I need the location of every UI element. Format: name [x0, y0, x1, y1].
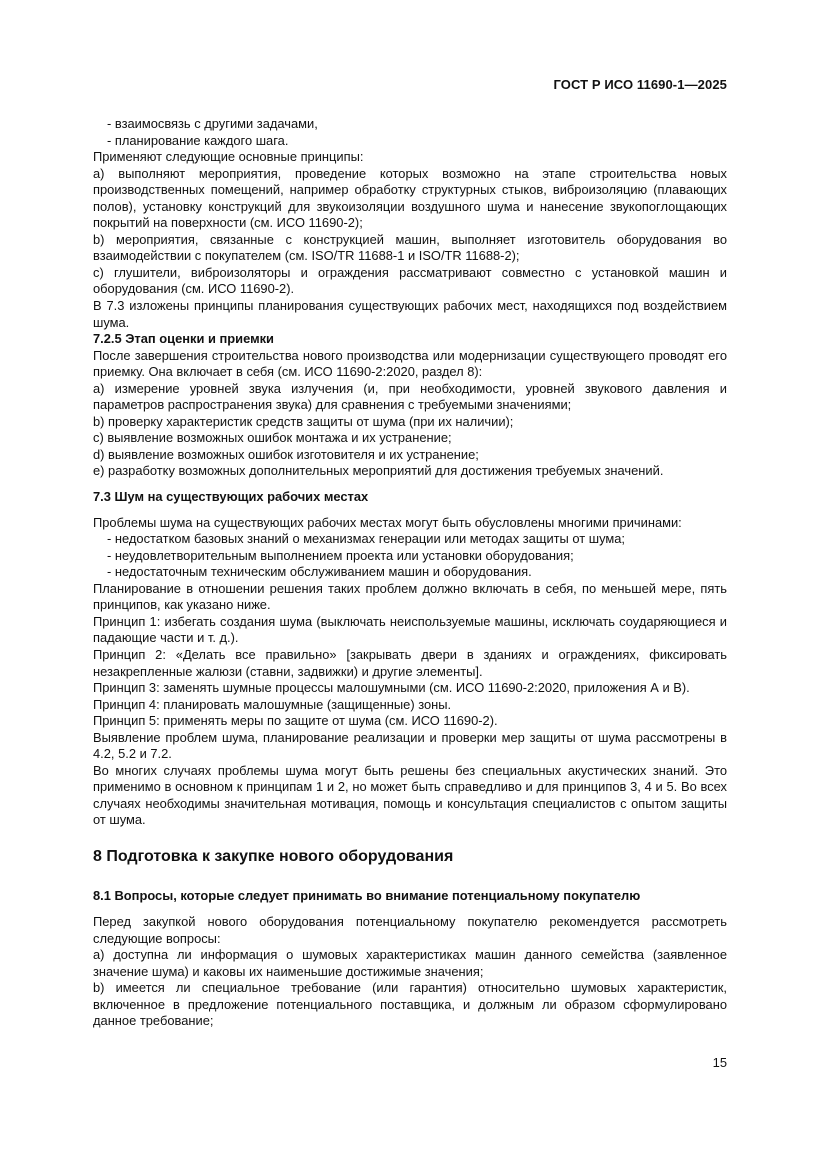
paragraph: Во многих случаях проблемы шума могут быть решены без специальных акустических знаний. Это применимо в основном к принципам 1 и 2, но может быть справедливо и для принципов 3, 4 и 5. Во всех случаях необходимы значительная мотивация, помощь и консультация специалистов с опытом защиты от шума. — [93, 762, 727, 828]
paragraph: b) проверку характеристик средств защиты от шума (при их наличии); — [93, 413, 514, 429]
paragraph: c) выявление возможных ошибок монтажа и их устранение; — [93, 430, 452, 446]
paragraph: e) разработку возможных дополнительных мероприятий для достижения требуемых значений. — [93, 463, 664, 479]
paragraph: Перед закупкой нового оборудования потенциальному покупателю рекомендуется рассмотреть следующие вопросы: — [93, 914, 727, 946]
subsection-heading: 7.2.5 Этап оценки и приемки — [93, 331, 274, 347]
page-number: 15 — [712, 1055, 727, 1070]
paragraph: Принцип 3: заменять шумные процессы малошумными (см. ИСО 11690-2:2020, приложения А и В). — [93, 680, 690, 696]
paragraph: d) выявление возможных ошибок изготовителя и их устранение; — [93, 446, 479, 462]
paragraph: b) мероприятия, связанные с конструкцией машин, выполняет изготовитель оборудования во взаимодействии с покупателем (см. ISO/TR 11688-1 и ISO/TR 11688-2); — [93, 231, 727, 264]
paragraph: Принцип 2: «Делать все правильно» [закрывать двери в зданиях и ограждениях, фиксировать незакрепленные жалюзи (ставни, задвижки) и другие элементы]. — [93, 646, 727, 679]
paragraph: Выявление проблем шума, планирование реализации и проверки мер защиты от шума рассмотрены в 4.2, 5.2 и 7.2. — [93, 729, 727, 762]
list-item: - взаимосвязь с другими задачами, — [107, 116, 318, 131]
list-item: - планирование каждого шага. — [107, 132, 289, 148]
list-item: - недостатком базовых знаний о механизмах генерации или методах защиты от шума; — [107, 531, 626, 547]
section-heading-7-3: 7.3 Шум на существующих рабочих местах — [93, 489, 369, 505]
paragraph: Принцип 4: планировать малошумные (защищенные) зоны. — [93, 696, 452, 712]
paragraph: а) измерение уровней звука излучения (и, при необходимости, уровней звукового давления и параметров распространения звука) для сравнения с требуемыми значениями; — [93, 380, 727, 413]
document-header-id: ГОСТ Р ИСО 11690-1—2025 — [553, 77, 727, 92]
paragraph: После завершения строительства нового производства или модернизации существующего проводят его приемку. Она включает в себя (см. ИСО 11690-2:2020, раздел 8): — [93, 347, 727, 380]
paragraph: Принцип 1: избегать создания шума (выключать неиспользуемые машины, исключать соударяющиеся и падающие части и т. д.). — [93, 613, 727, 646]
list-item: - недостаточным техническим обслуживанием машин и оборудования. — [107, 564, 532, 580]
paragraph: c) глушители, виброизоляторы и ограждения рассматривают совместно с установкой машин и оборудования (см. ИСО 11690-2). — [93, 264, 727, 297]
paragraph: Проблемы шума на существующих рабочих местах могут быть обусловлены многими причинами: — [93, 514, 682, 530]
subsection-heading-8-1: 8.1 Вопросы, которые следует принимать во внимание потенциальному покупателю — [93, 887, 641, 903]
document-body — [93, 116, 727, 1030]
paragraph: а) выполняют мероприятия, проведение которых возможно на этапе строительства новых производственных помещений, например обработку структурных стыков, виброизоляцию (плавающих полов), установку конструкций для звукоизоляции воздушного шума и нанесение звукопоглощающих покрытий на поверхности (см. ИСО 11690-2); — [93, 165, 727, 231]
paragraph: b) имеется ли специальное требование (или гарантия) относительно шумовых характеристик, включенное в предложение потенциального поставщика, и должным ли образом сформулировано данное требование; — [93, 980, 727, 1029]
list-item: - неудовлетворительным выполнением проекта или установки оборудования; — [107, 547, 574, 563]
paragraph: Планирование в отношении решения таких проблем должно включать в себя, по меньшей мере, пять принципов, как указано ниже. — [93, 580, 727, 613]
section-heading-8: 8 Подготовка к закупке нового оборудования — [93, 847, 454, 865]
paragraph: Применяют следующие основные принципы: — [93, 149, 364, 165]
paragraph: Принцип 5: применять меры по защите от шума (см. ИСО 11690-2). — [93, 713, 498, 729]
paragraph: а) доступна ли информация о шумовых характеристиках машин данного семейства (заявленное значение шума) и каковы их наименьшие достижимые значения; — [93, 947, 727, 979]
paragraph: В 7.3 изложены принципы планирования существующих рабочих мест, находящихся под воздействием шума. — [93, 298, 727, 330]
